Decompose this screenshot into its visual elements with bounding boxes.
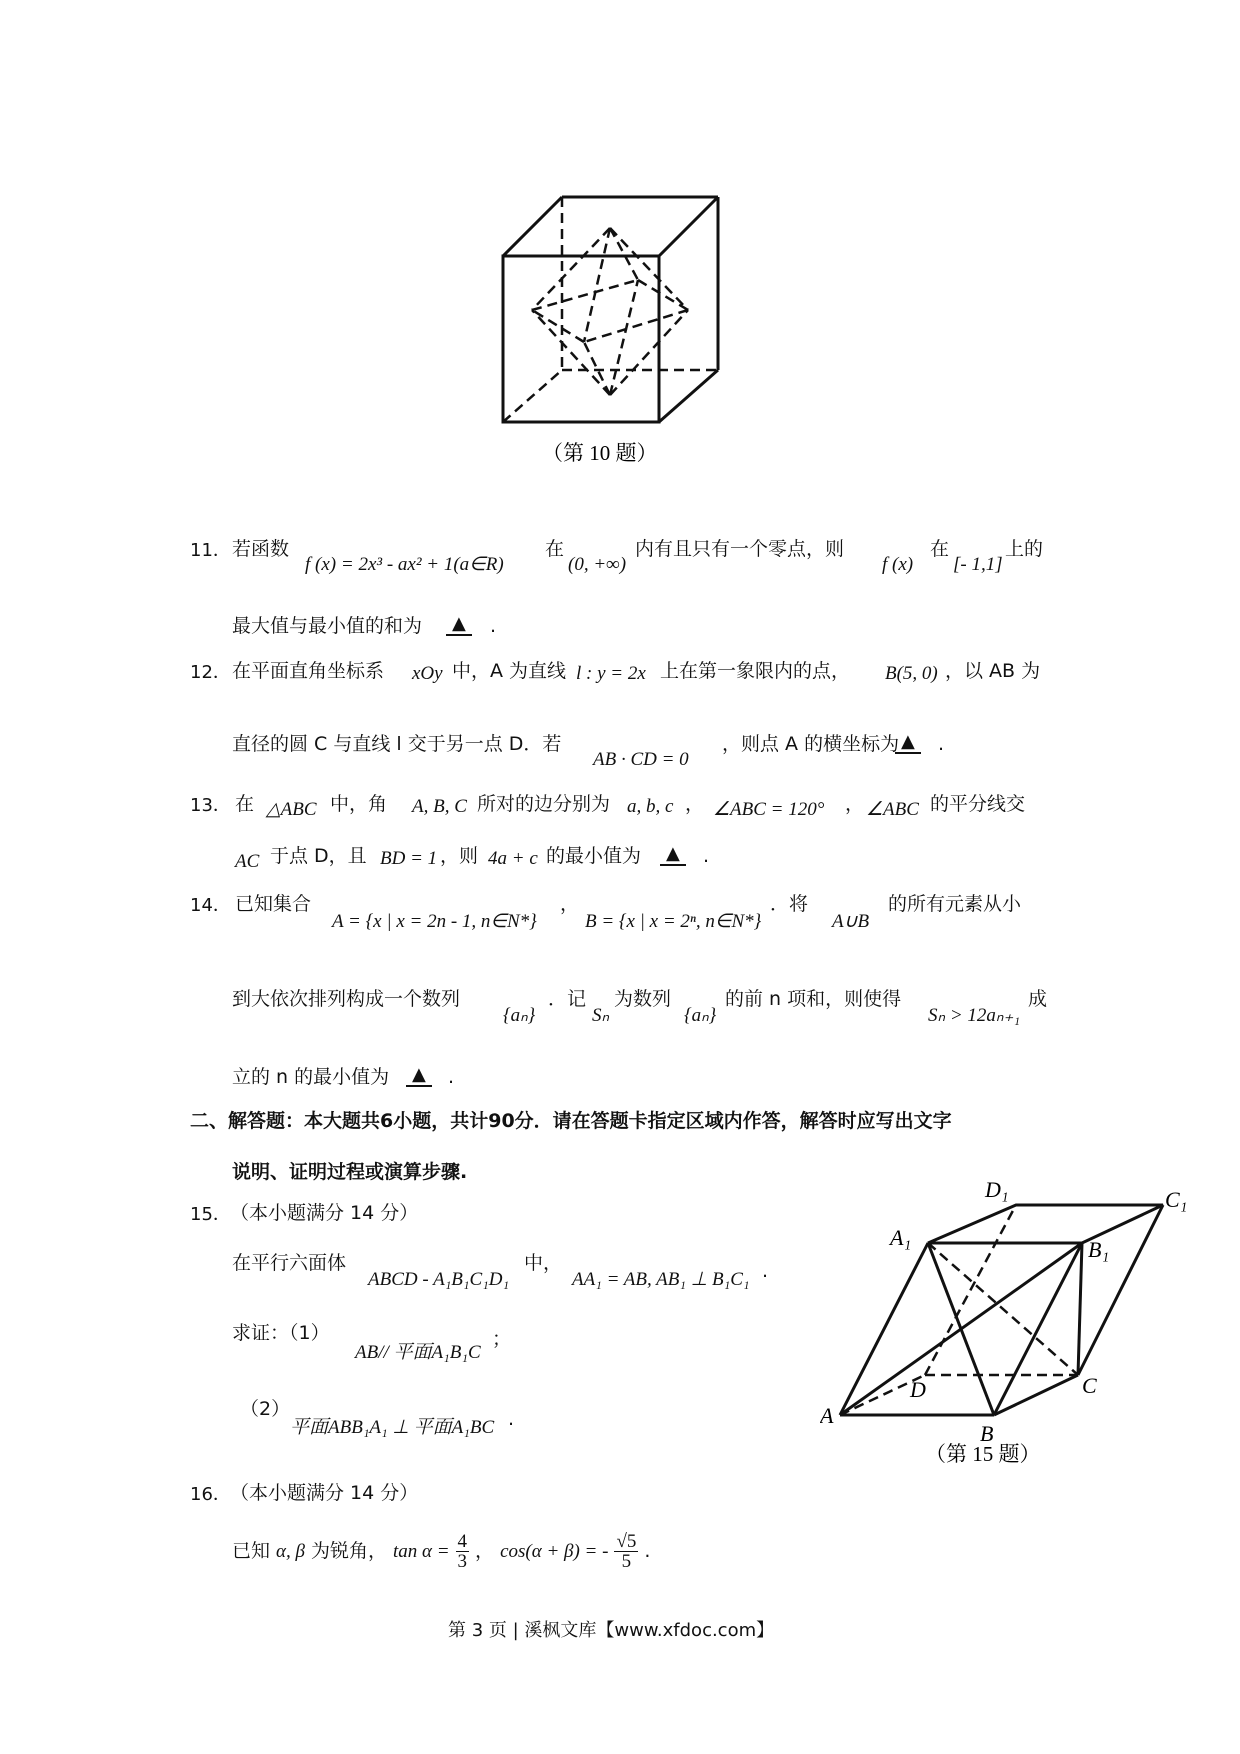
q15-score: （本小题满分 14 分） — [230, 1202, 419, 1224]
q15-solid: ABCD - A₁B₁C₁D₁ — [368, 1269, 510, 1290]
q11-text-4: 在 — [930, 538, 950, 560]
q13-text-3: 所对的边分别为 — [477, 793, 611, 815]
figure-10-caption: （第 10 题） — [542, 441, 658, 465]
label-A1: A₁ — [890, 1225, 912, 1250]
q14-text-7: 为数列 — [614, 988, 672, 1010]
q12-answer-blank: ▲ — [895, 733, 921, 754]
q12-text-6: ，则点 A 的横坐标为 — [722, 733, 900, 755]
q14-union: A∪B — [832, 911, 870, 932]
q13-text-4: ， — [685, 793, 705, 815]
label-C1: C₁ — [1165, 1187, 1188, 1212]
q14-answer-blank: ▲ — [406, 1066, 432, 1087]
section-2-heading-cont: 说明、证明过程或演算步骤. — [232, 1161, 468, 1183]
q14-inequality: Sₙ > 12aₙ₊₁ — [928, 1005, 1021, 1026]
q11-fx: f (x) — [882, 554, 914, 575]
q12-point-b: B(5, 0) — [885, 663, 938, 684]
q11-text-6: 最大值与最小值的和为 — [232, 615, 423, 637]
figure-15-parallelepiped — [820, 1175, 1200, 1465]
q13-triangle: △ABC — [266, 799, 317, 820]
q14-seq-2: {aₙ} — [684, 1005, 717, 1026]
q14-text-1: 已知集合 — [235, 893, 312, 915]
q11-text-2: 在 — [545, 538, 565, 560]
q14-end: . — [448, 1066, 455, 1088]
q11-text-3: 内有且只有一个零点，则 — [635, 538, 845, 560]
q15-conditions: AA₁ = AB, AB₁ ⊥ B₁C₁ — [572, 1269, 750, 1290]
q13-angle-abc: ∠ABC — [866, 799, 919, 820]
q15-claim-2: 平面ABB₁A₁ ⊥ 平面A₁BC — [290, 1417, 495, 1438]
q12-text-1: 在平面直角坐标系 — [232, 660, 385, 682]
q15-prove-1: 求证：（1） — [232, 1322, 330, 1344]
q12-xoy: xOy — [412, 663, 443, 684]
q16-tan: tan α = — [392, 1541, 450, 1562]
label-B: B — [980, 1421, 994, 1446]
q13-expression: 4a + c — [488, 848, 538, 869]
q16-statement — [232, 1532, 650, 1571]
section-2-heading: 二、解答题：本大题共6小题，共计90分．请在答题卡指定区域内作答，解答时应写出文字 — [190, 1110, 952, 1132]
q16-angles: α, β — [276, 1541, 305, 1562]
q11-number: 11． — [190, 540, 231, 561]
q13-text-2: 中，角 — [330, 793, 388, 815]
q13-bd: BD = 1 — [380, 848, 438, 869]
q14-text-10: 立的 n 的最小值为 — [232, 1066, 390, 1088]
q16-text-2: 为锐角， — [310, 1540, 387, 1562]
label-D1: D₁ — [985, 1177, 1009, 1202]
q13-text-5: ， — [845, 793, 865, 815]
q16-fraction-2-num: √5 — [616, 1531, 637, 1552]
q11-interval: (0, +∞) — [568, 554, 627, 575]
q16-number: 16． — [190, 1484, 231, 1505]
q15-text-5: ； — [492, 1328, 512, 1350]
label-D: D — [910, 1377, 926, 1402]
q14-text-6: ．记 — [548, 988, 587, 1010]
q11-closed-interval: [- 1,1] — [953, 554, 1003, 575]
q16-fraction-1 — [456, 1532, 470, 1571]
q13-text-7: 于点 D，且 — [270, 845, 367, 867]
q16-text-1: 已知 — [232, 1540, 271, 1562]
q11-answer-blank: ▲ — [446, 615, 472, 636]
q14-text-2: ， — [560, 893, 580, 915]
q14-set-b: B = {x | x = 2ⁿ, n∈N*} — [585, 911, 762, 932]
label-B1: B₁ — [1088, 1237, 1110, 1262]
q12-dot-product: AB · CD = 0 — [593, 749, 689, 770]
q13-end: . — [703, 845, 710, 867]
q15-prove-2: （2） — [240, 1398, 291, 1420]
q16-fraction-2 — [614, 1532, 638, 1571]
q14-set-a: A = {x | x = 2n - 1, n∈N*} — [332, 911, 537, 932]
q12-number: 12． — [190, 662, 231, 683]
q15-claim-1: AB// 平面A₁B₁C — [355, 1342, 481, 1363]
q13-text-8: ，则 — [440, 845, 479, 867]
q13-ac: AC — [235, 851, 260, 872]
q12-line: l : y = 2x — [576, 663, 646, 684]
q14-text-3: ．将 — [770, 893, 809, 915]
q16-cos: cos(α + β) = - — [500, 1541, 609, 1562]
q11-text-5: 上的 — [1005, 538, 1044, 560]
q13-text-1: 在 — [235, 793, 255, 815]
q13-text-9: 的最小值为 — [546, 845, 642, 867]
q12-text-2: 中，A 为直线 — [452, 660, 567, 682]
q15-text-3: . — [762, 1260, 769, 1282]
q15-text-2: 中， — [524, 1252, 563, 1274]
label-A: A — [820, 1403, 834, 1428]
q13-answer-blank: ▲ — [660, 845, 686, 866]
figure-10-cube — [490, 190, 760, 480]
q16-fraction-2-den: 5 — [621, 1551, 632, 1572]
q14-number: 14． — [190, 895, 231, 916]
q16-fraction-1-num: 4 — [457, 1531, 468, 1552]
q14-seq-1: {aₙ} — [503, 1005, 536, 1026]
q14-text-4: 的所有元素从小 — [888, 893, 1022, 915]
q15-number: 15． — [190, 1204, 231, 1225]
q11-end: . — [490, 615, 497, 637]
q15-text-1: 在平行六面体 — [232, 1252, 347, 1274]
q14-text-8: 的前 n 项和，则使得 — [725, 988, 902, 1010]
q12-text-4: ，以 AB 为 — [945, 660, 1041, 682]
q12-text-5: 直径的圆 C 与直线 l 交于另一点 D．若 — [232, 733, 562, 755]
q13-angles: A, B, C — [412, 796, 467, 817]
q13-number: 13． — [190, 795, 231, 816]
q16-score: （本小题满分 14 分） — [230, 1482, 419, 1504]
q13-angle-value: ∠ABC = 120° — [713, 799, 825, 820]
figure-15-caption: （第 15 题） — [925, 1442, 1041, 1465]
q14-text-5: 到大依次排列构成一个数列 — [232, 988, 461, 1010]
q11-function: f (x) = 2x³ - ax² + 1(a∈R) — [305, 554, 504, 575]
q12-end: . — [938, 733, 945, 755]
label-C: C — [1082, 1373, 1097, 1398]
page-footer: 第 3 页 | 溪枫文库【www.xfdoc.com】 — [448, 1620, 775, 1641]
q15-text-7: . — [508, 1408, 515, 1430]
q16-text-4: . — [644, 1540, 651, 1562]
q13-text-6: 的平分线交 — [930, 793, 1026, 815]
q16-fraction-1-den: 3 — [457, 1551, 468, 1572]
q11-text-1: 若函数 — [232, 538, 290, 560]
q14-text-9: 成 — [1028, 988, 1048, 1010]
q12-text-3: 上在第一象限内的点， — [660, 660, 851, 682]
q13-sides: a, b, c — [627, 796, 674, 817]
q16-text-3: ， — [475, 1540, 495, 1562]
q14-sn: Sₙ — [592, 1005, 610, 1026]
